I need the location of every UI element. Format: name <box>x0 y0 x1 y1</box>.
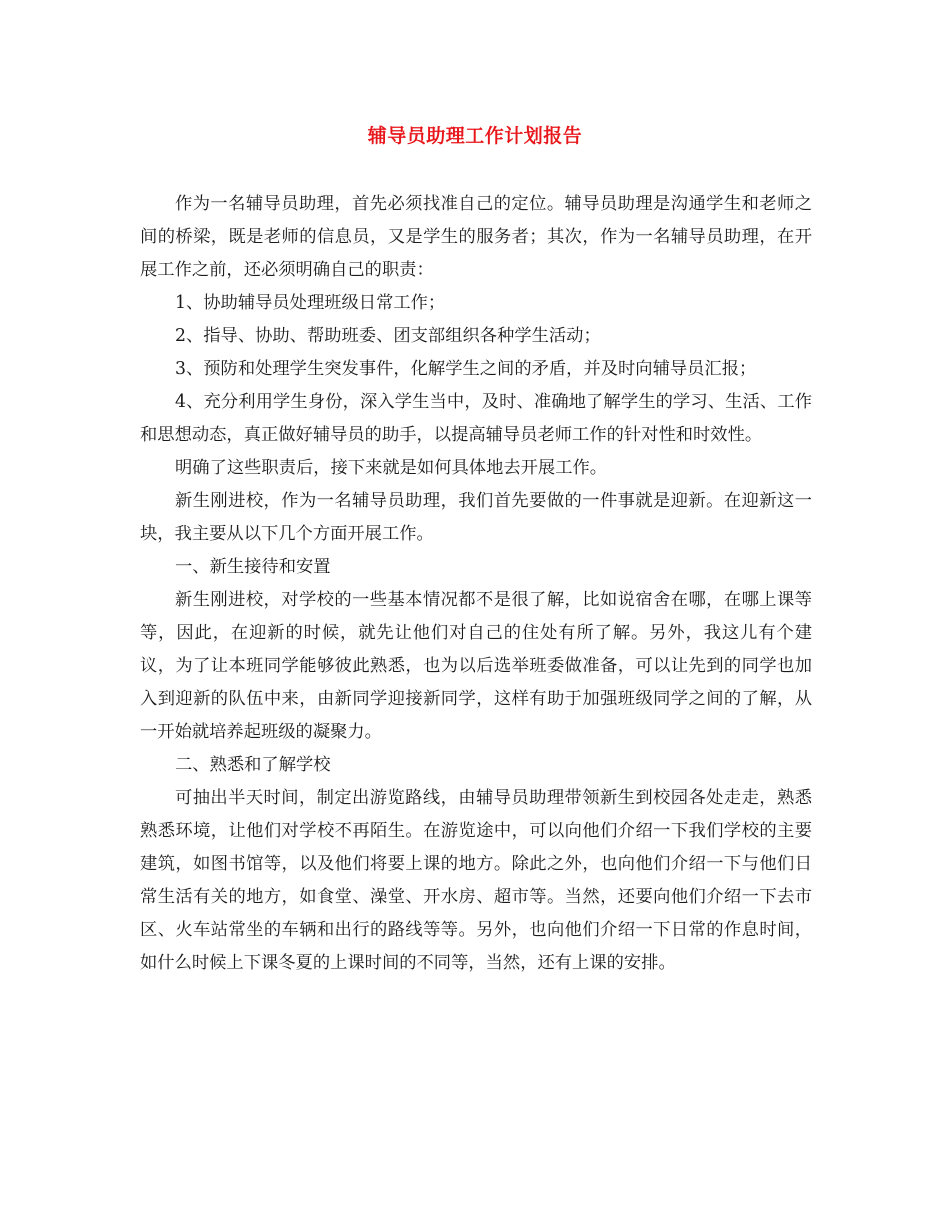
paragraph-duty-2: 2、指导、协助、帮助班委、团支部组织各种学生活动； <box>175 326 601 346</box>
paragraph-duty-4: 4、充分利用学生身份，深入学生当中，及时、准确地了解学生的学习、生活、工作和思想动态，真正做好辅导员的助手，以提高辅导员老师工作的针对性和时效性。 <box>140 392 812 445</box>
paragraph-welcome: 新生刚进校，作为一名辅导员助理，我们首先要做的一件事就是迎新。在迎新这一块，我主要从以下几个方面开展工作。 <box>140 491 812 544</box>
document-title: 辅导员助理工作计划报告 <box>367 125 583 147</box>
section-heading-reception: 一、新生接待和安置 <box>175 557 331 577</box>
paragraph-intro: 作为一名辅导员助理，首先必须找准自己的定位。辅导员助理是沟通学生和老师之间的桥梁，既是老师的信息员，又是学生的服务者；其次，作为一名辅导员助理，在开展工作之前，还必须明确自己的职责： <box>140 194 812 280</box>
section-heading-campus: 二、熟悉和了解学校 <box>175 755 331 775</box>
paragraph-transition: 明确了这些职责后，接下来就是如何具体地去开展工作。 <box>175 458 608 478</box>
paragraph-campus: 可抽出半天时间，制定出游览路线，由辅导员助理带领新生到校园各处走走，熟悉熟悉环境，让他们对学校不再陌生。在游览途中，可以向他们介绍一下我们学校的主要建筑，如图书馆等，以及他们将要上课的地方。除此之外，也向他们介绍一下与他们日常生活有关的地方，如食堂、澡堂、开水房、超市等。当然，还要向他们介绍一下去市区、火车站常坐的车辆和出行的路线等等。另外，也向他们介绍一下日常的作息时间，如什么时候上下课冬夏的上课时间的不同等，当然，还有上课的安排。 <box>140 788 812 973</box>
paragraph-duty-3: 3、预防和处理学生突发事件，化解学生之间的矛盾，并及时向辅导员汇报； <box>175 359 757 379</box>
paragraph-duty-1: 1、协助辅导员处理班级日常工作； <box>175 293 446 313</box>
paragraph-reception: 新生刚进校，对学校的一些基本情况都不是很了解，比如说宿舍在哪，在哪上课等等，因此，在迎新的时候，就先让他们对自己的住处有所了解。另外，我这儿有个建议，为了让本班同学能够彼此熟悉，也为以后选举班委做准备，可以让先到的同学也加入到迎新的队伍中来，由新同学迎接新同学，这样有助于加强班级同学之间的了解，从一开始就培养起班级的凝聚力。 <box>140 590 812 742</box>
document-body <box>140 188 812 980</box>
